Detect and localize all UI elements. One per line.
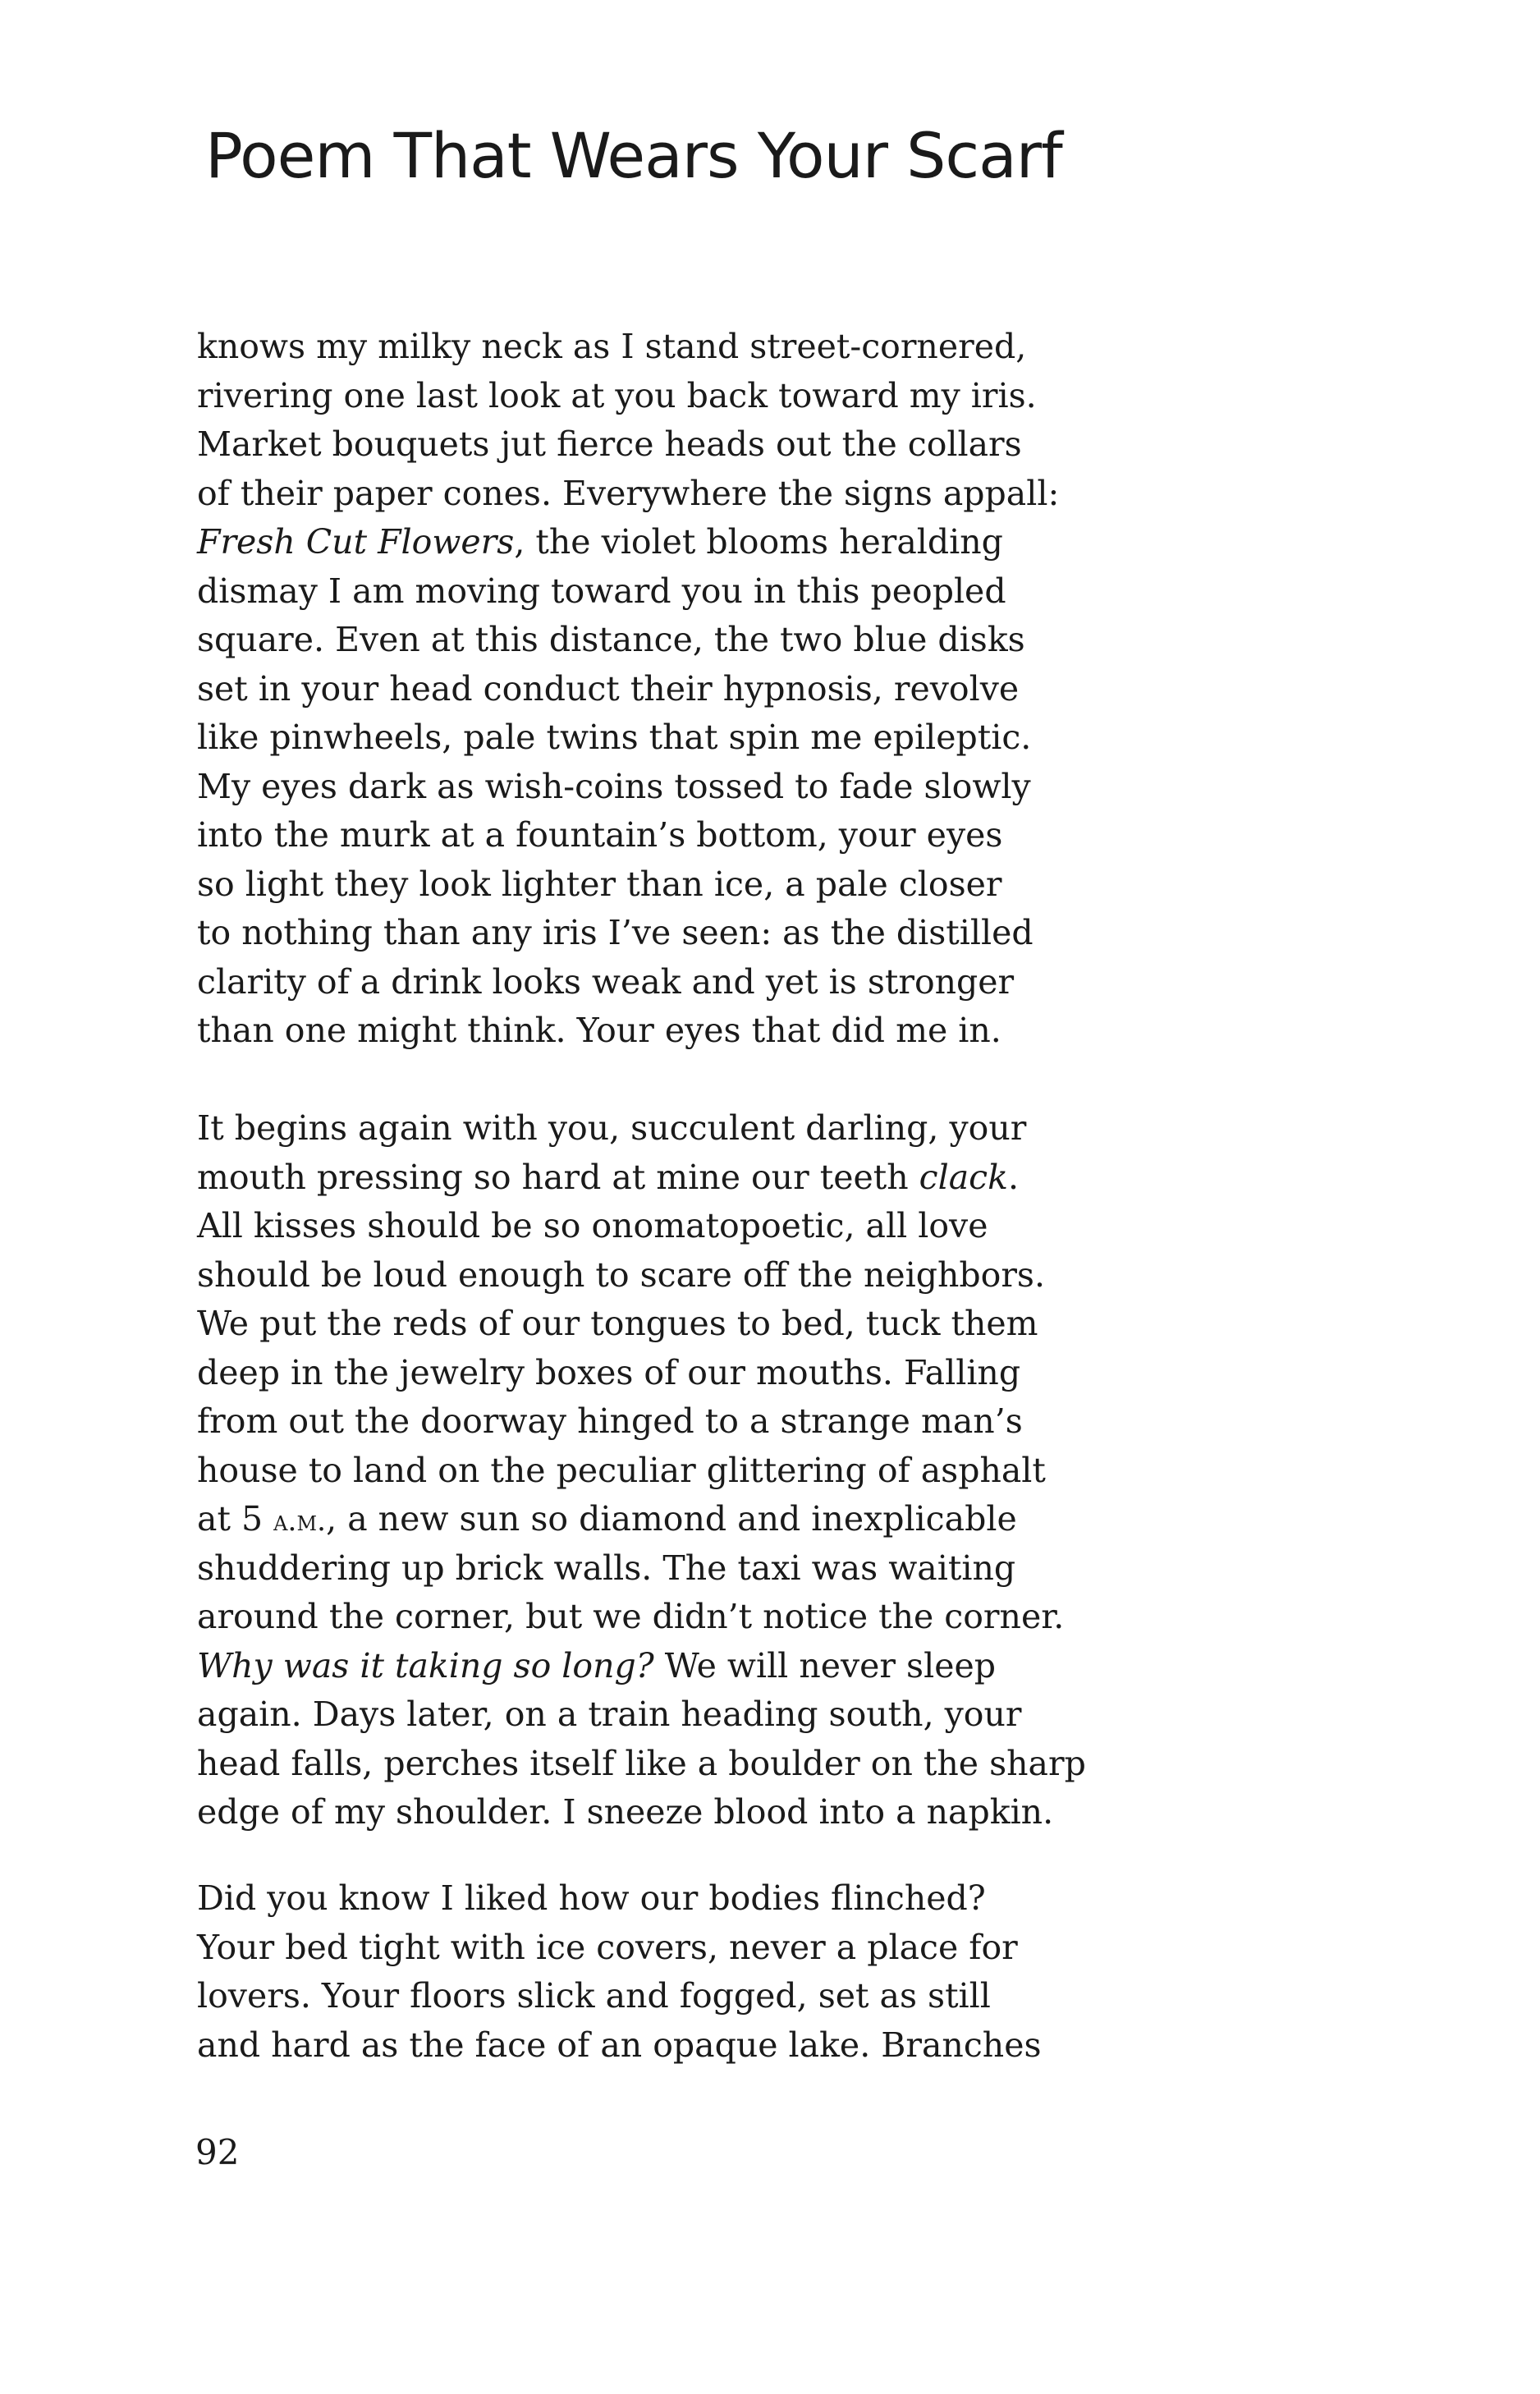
- line-segment: mouth pressing so hard at mine our teeth: [197, 1157, 919, 1197]
- line-segment: , the violet blooms heralding: [514, 522, 1003, 562]
- italic-phrase: Why was it taking so long?: [197, 1645, 654, 1685]
- poem-line: Did you know I liked how our bodies flinched?: [197, 1878, 986, 1918]
- line-segment: .: [1007, 1157, 1020, 1197]
- poem-line: of their paper cones. Everywhere the signs appall:: [197, 473, 1060, 513]
- italic-phrase: Fresh Cut Flowers: [197, 522, 515, 562]
- poem-line: into the murk at a fountain’s bottom, your eyes: [197, 815, 1003, 855]
- poem-line: around the corner, but we didn’t notice the corner.: [197, 1597, 1065, 1636]
- poem-line: so light they look lighter than ice, a pale closer: [197, 864, 1002, 904]
- stanza-2: [197, 1104, 1330, 1837]
- poem-line: lovers. Your floors slick and fogged, set as still: [197, 1976, 991, 2016]
- poem-line: [197, 1153, 1330, 1203]
- line-segment: at 5: [197, 1499, 274, 1539]
- page-number: 92: [195, 2132, 240, 2172]
- poem-line: set in your head conduct their hypnosis, revolve: [197, 668, 1020, 709]
- poem-line: head falls, perches itself like a boulder on the sharp: [197, 1743, 1086, 1783]
- poem-line: Market bouquets jut fierce heads out the collars: [197, 424, 1022, 464]
- poem-line: It begins again with you, succulent darling, your: [197, 1108, 1027, 1148]
- poem-line: My eyes dark as wish-coins tossed to fade slowly: [197, 766, 1031, 806]
- poem-line: should be loud enough to scare off the neighbors.: [197, 1254, 1045, 1295]
- poem-line: from out the doorway hinged to a strange man’s: [197, 1401, 1023, 1441]
- poem-line: clarity of a drink looks weak and yet is stronger: [197, 961, 1015, 1002]
- poem-line: like pinwheels, pale twins that spin me epileptic.: [197, 718, 1032, 757]
- poem-line: to nothing than any iris I’ve seen: as the distilled: [197, 913, 1034, 952]
- poem-line: again. Days later, on a train heading south, your: [197, 1695, 1022, 1734]
- stanza-1: [197, 323, 1330, 1056]
- line-segment: We will never sleep: [653, 1645, 996, 1685]
- poem-line: [197, 518, 1330, 567]
- poem-line: deep in the jewelry boxes of our mouths. Falling: [197, 1352, 1021, 1392]
- poem-line: shuddering up brick walls. The taxi was waiting: [197, 1548, 1016, 1588]
- poem-line: house to land on the peculiar glittering of asphalt: [197, 1450, 1046, 1490]
- poem-line: square. Even at this distance, the two blue disks: [197, 620, 1025, 659]
- poem-line: [197, 1642, 1330, 1691]
- line-segment: , a new sun so diamond and inexplicable: [326, 1499, 1017, 1539]
- poem-line: Your bed tight with ice covers, never a place for: [197, 1927, 1018, 1967]
- poem-line: All kisses should be so onomatopoetic, all love: [197, 1206, 988, 1245]
- poem-line: edge of my shoulder. I sneeze blood into a napkin.: [197, 1792, 1054, 1832]
- poem-line: than one might think. Your eyes that did me in.: [197, 1011, 1001, 1050]
- poem-title: Poem That Wears Your Scarf: [205, 119, 1062, 192]
- poem-line: dismay I am moving toward you in this peopled: [197, 571, 1006, 611]
- time-abbreviation: a.m.: [273, 1505, 327, 1538]
- italic-word: clack: [919, 1157, 1008, 1197]
- poem-line: [197, 1495, 1330, 1544]
- poem-line: knows my milky neck as I stand street-cornered,: [197, 327, 1027, 366]
- stanza-3: [197, 1874, 1330, 2070]
- poem-line: rivering one last look at you back toward my iris.: [197, 375, 1037, 415]
- poem-line: and hard as the face of an opaque lake. Branches: [197, 2025, 1042, 2065]
- poem-line: We put the reds of our tongues to bed, tuck them: [197, 1304, 1038, 1343]
